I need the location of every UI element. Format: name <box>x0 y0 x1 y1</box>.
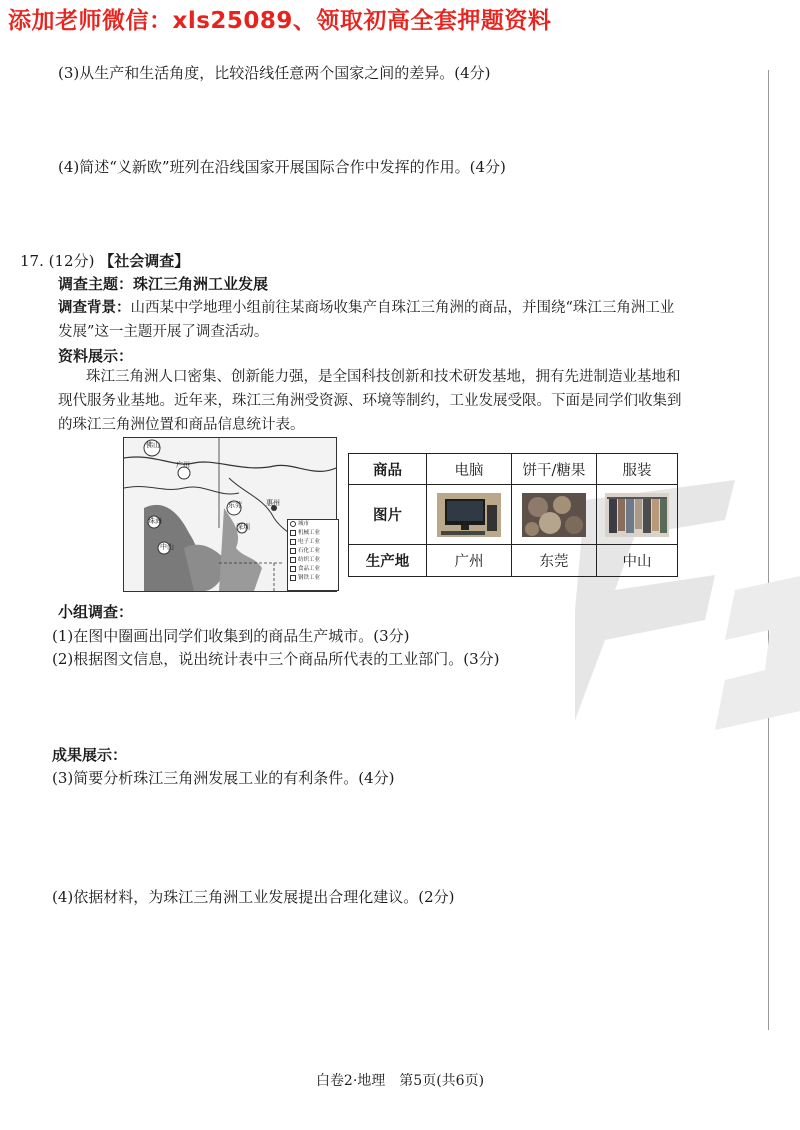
question-tag: 【社会调查】 <box>99 252 190 270</box>
table-row-header: 图片 <box>349 485 427 545</box>
table-cell <box>512 485 597 545</box>
table-row <box>349 454 678 485</box>
table-row-header: 商品 <box>349 454 427 485</box>
group-investigation-label: 小组调查： <box>58 603 134 621</box>
background-line-1 <box>58 296 674 321</box>
legend-item: 钢铁工业 <box>288 574 338 583</box>
topic-text: 珠江三角洲工业发展 <box>133 275 269 293</box>
table-cell <box>597 485 678 545</box>
table-cell <box>427 485 512 545</box>
promo-banner: 添加老师微信：xls25089、领取初高全套押题资料 <box>8 8 552 34</box>
map-city-label: 广州 <box>176 461 190 469</box>
background-line-2: 发展”这一主题开展了调查活动。 <box>58 324 269 340</box>
map-city-label: 惠州 <box>266 499 280 507</box>
legend-item: 石化工业 <box>288 547 338 556</box>
page-footer: 白卷2·地理 第5页(共6页) <box>315 1073 485 1089</box>
map-city-label: 珠海 <box>148 517 162 525</box>
background-label: 调查背景： <box>58 300 131 316</box>
topic-label: 调查主题： <box>58 275 134 293</box>
question-number: 17. <box>20 252 44 270</box>
map-city-label: 佛山 <box>146 441 160 449</box>
product-info-table <box>348 453 678 577</box>
material-label: 资料展示： <box>58 347 134 365</box>
computer-photo-icon <box>437 493 501 537</box>
legend-item: 机械工业 <box>288 529 338 538</box>
question-17-2: (2)根据图文信息，说出统计表中三个商品所代表的工业部门。(3分) <box>52 650 500 668</box>
table-cell: 电脑 <box>427 454 512 485</box>
biscuit-candy-photo-icon <box>522 493 586 537</box>
material-line-3: 的珠江三角洲位置和商品信息统计表。 <box>58 417 305 433</box>
map-city-label: 中山 <box>160 543 174 551</box>
material-line-1: 珠江三角洲人口密集、创新能力强，是全国科技创新和技术研发基地，拥有先进制造业基地和 <box>86 369 681 385</box>
legend-item: 食品工业 <box>288 565 338 574</box>
legend-item: 纺织工业 <box>288 556 338 565</box>
results-label: 成果展示： <box>52 746 128 764</box>
table-cell: 广州 <box>427 545 512 577</box>
background-text-1: 山西某中学地理小组前往某商场收集产自珠江三角洲的商品，并围绕“珠江三角洲工业 <box>130 300 675 316</box>
question-17-4: (4)依据材料，为珠江三角洲工业发展提出合理化建议。(2分) <box>52 888 455 906</box>
table-row <box>349 485 678 545</box>
legend-item: 电子工业 <box>288 538 338 547</box>
table-cell: 饼干/糖果 <box>512 454 597 485</box>
question-16-4: (4)简述“义新欧”班列在沿线国家开展国际合作中发挥的作用。(4分) <box>58 158 506 176</box>
map-legend <box>287 519 339 591</box>
legend-item: 城市 <box>288 520 338 529</box>
question-score: (12分) <box>48 252 95 270</box>
question-16-3: (3)从生产和生活角度，比较沿线任意两个国家之间的差异。(4分) <box>58 64 491 82</box>
material-line-2: 现代服务业基地。近年来，珠江三角洲受资源、环境等制约，工业发展受限。下面是同学们收集到 <box>58 393 682 409</box>
clothing-photo-icon <box>605 493 669 537</box>
topic-line <box>58 273 268 294</box>
table-cell: 服装 <box>597 454 678 485</box>
question-17-1: (1)在图中圈画出同学们收集到的商品生产城市。(3分) <box>52 627 410 645</box>
question-17-heading <box>20 250 189 271</box>
table-cell: 东莞 <box>512 545 597 577</box>
map-city-label: 东莞 <box>228 501 242 509</box>
question-17-3: (3)简要分析珠江三角洲发展工业的有利条件。(4分) <box>52 769 395 787</box>
table-row-header: 生产地 <box>349 545 427 577</box>
table-row <box>349 545 678 577</box>
table-cell: 中山 <box>597 545 678 577</box>
map-city-label: 深圳 <box>236 523 250 531</box>
